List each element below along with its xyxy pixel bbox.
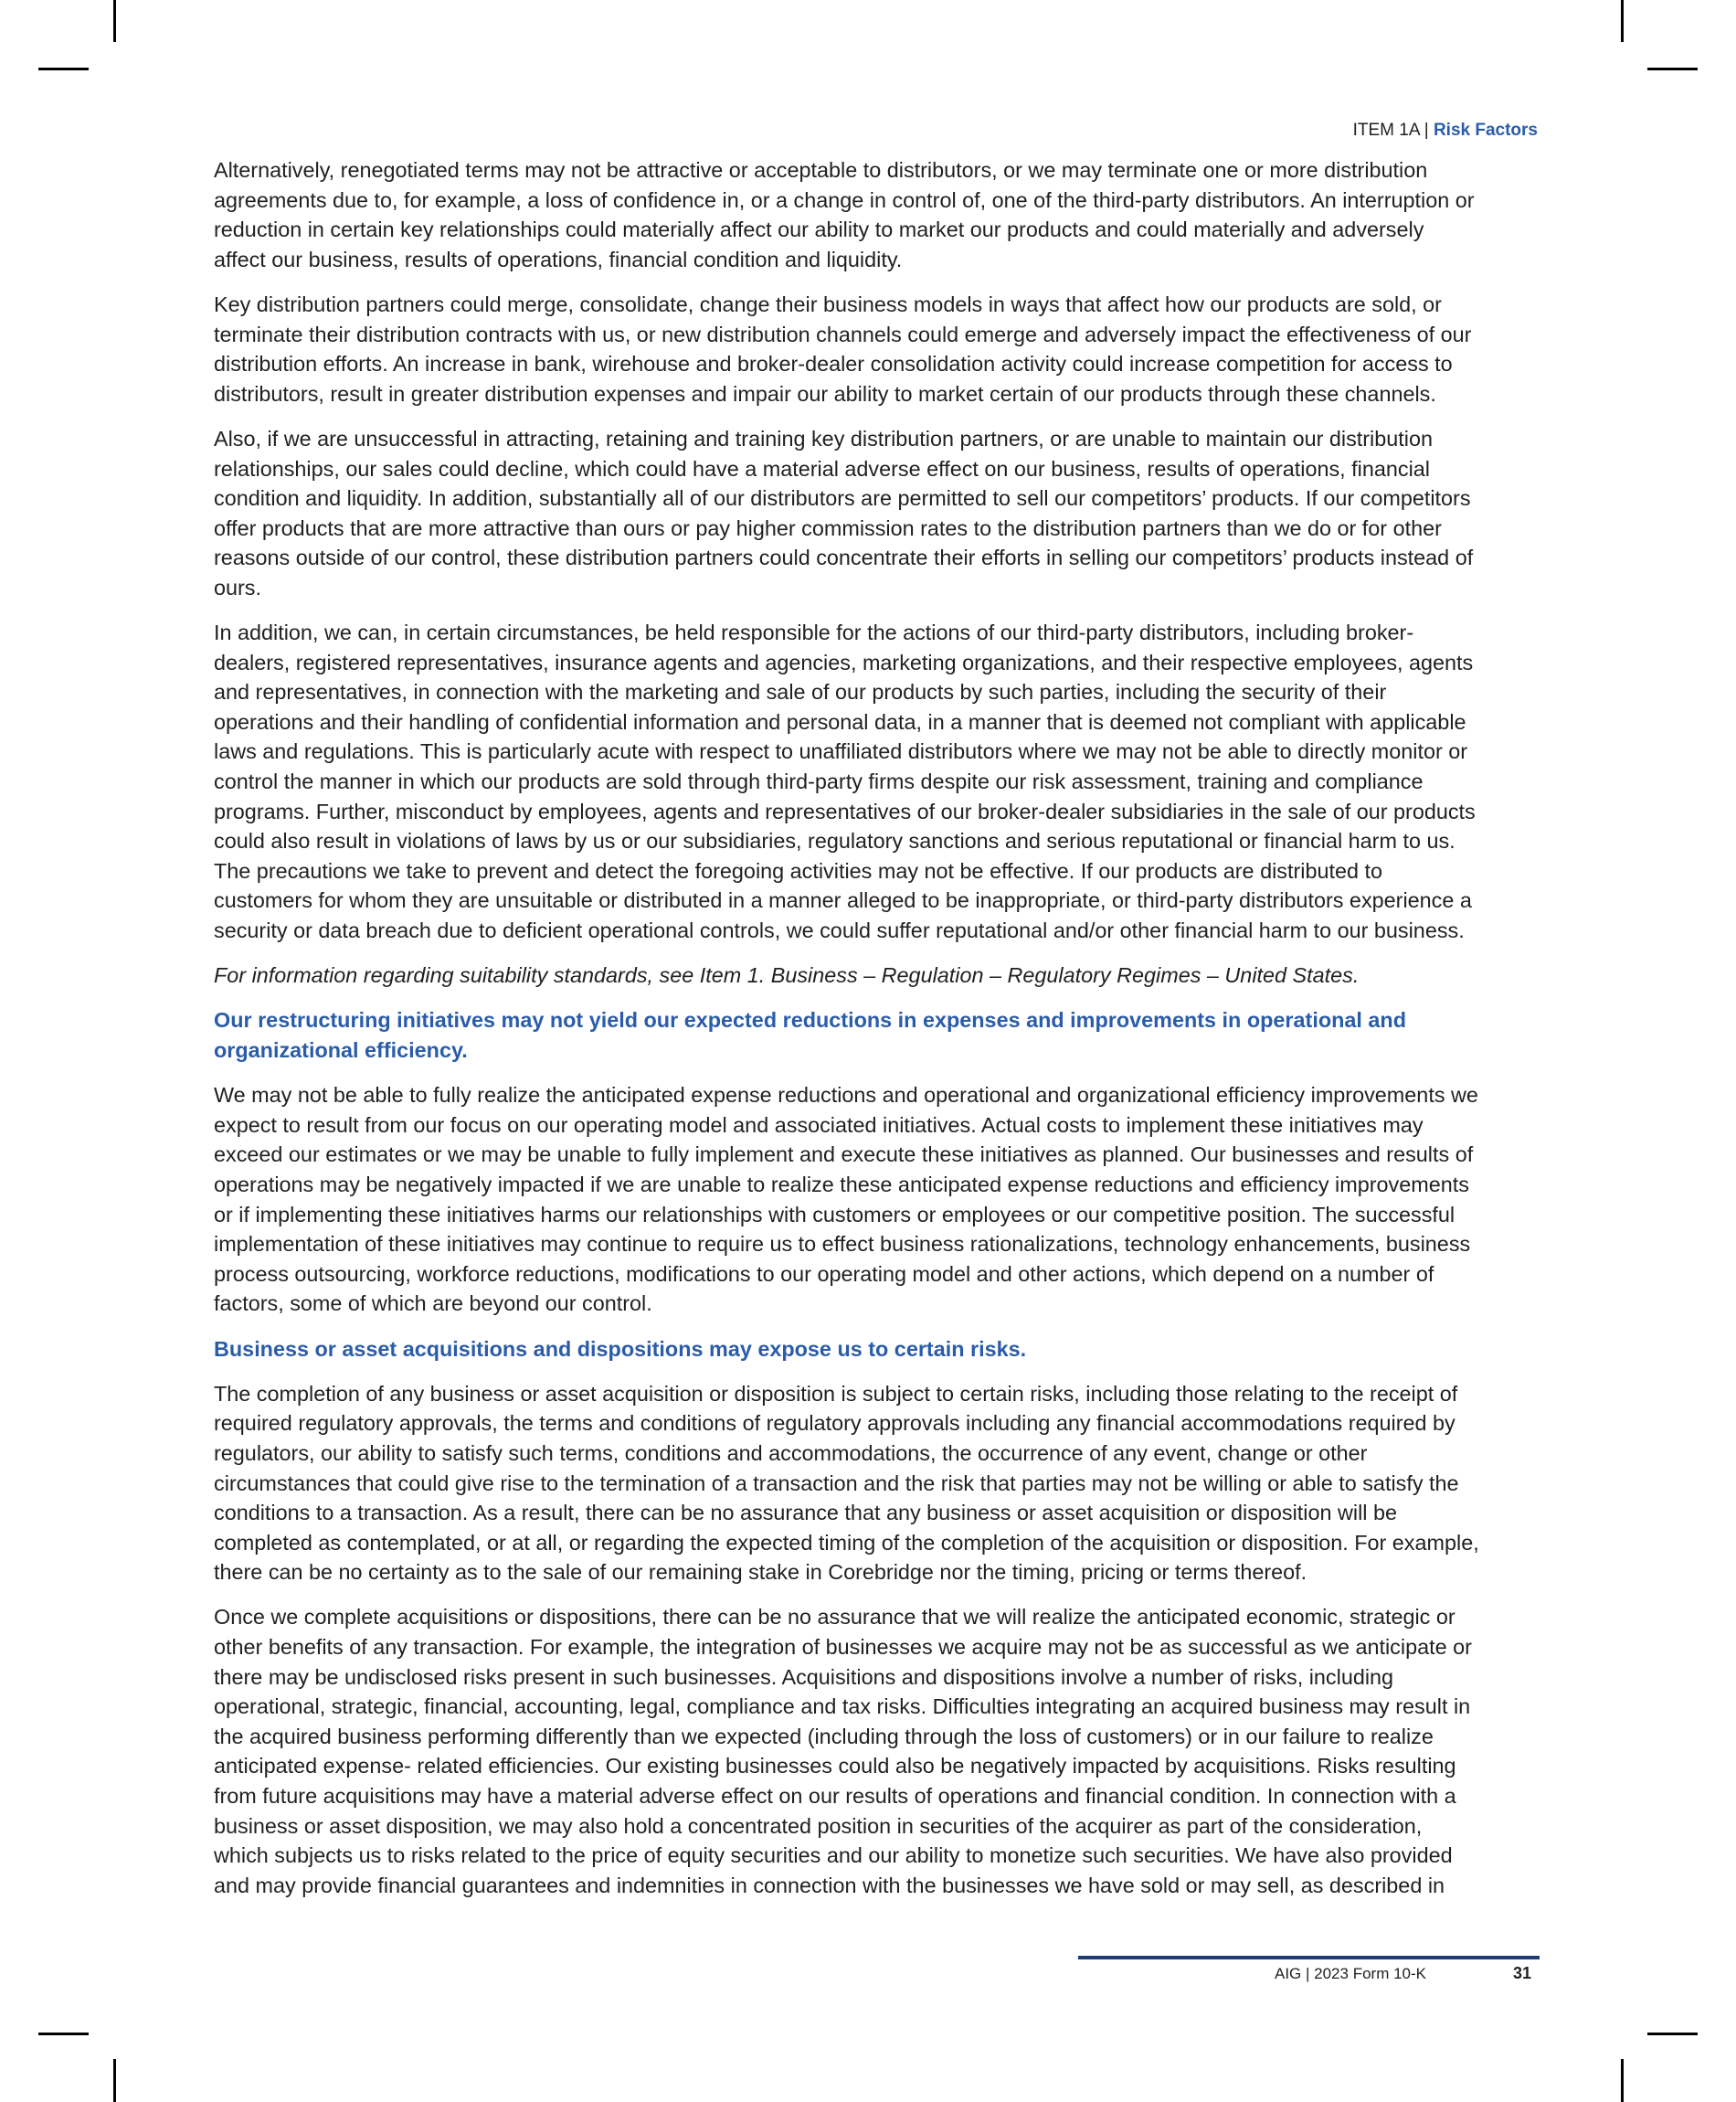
text-line: reduction in certain key relationships could materially affect our ability to market our products and could materially and adversely: [214, 218, 1424, 242]
text-line: reasons outside of our control, these distribution partners could concentrate their efforts in selling our competitors’ products instead of: [214, 546, 1474, 570]
text-line: ours.: [214, 575, 262, 600]
paragraph-distribution-relationships: [214, 424, 1548, 603]
section-title: Risk Factors: [1433, 121, 1538, 140]
footer-rule: [1078, 1956, 1540, 1959]
text-line: Key distribution partners could merge, consolidate, change their business models in ways that affect how our products are sold, or: [214, 292, 1442, 316]
text-line: The precautions we take to prevent and detect the foregoing activities may not be effective. If our products are distributed to: [214, 858, 1382, 883]
text-line: Business or asset acquisitions and dispositions may expose us to certain risks.: [214, 1336, 1027, 1361]
text-line: anticipated expense- related efficiencies. Our existing businesses could also be negatively impacted by acquisitions. Risks resulting: [214, 1754, 1456, 1778]
text-line: distribution efforts. An increase in bank, wirehouse and broker-dealer consolidation activity could increase competition for access to: [214, 352, 1453, 377]
paragraph-third-party-distributors: [214, 618, 1548, 946]
heading-acquisitions-dispositions: [214, 1334, 1548, 1364]
heading-restructuring-initiatives: [214, 1005, 1548, 1065]
paragraph-acquisition-benefits: [214, 1602, 1548, 1900]
footer-document-label: AIG | 2023 Form 10-K: [1275, 1965, 1426, 1982]
text-line: operations and their handling of confidential information and personal data, in a manner that is deemed not compliant with applicable: [214, 709, 1466, 734]
text-line: and representatives, in connection with the marketing and sale of our products by such parties, including the security of their: [214, 680, 1387, 705]
text-line: affect our business, results of operations, financial condition and liquidity.: [214, 247, 903, 271]
text-line: In addition, we can, in certain circumstances, be held responsible for the actions of our third-party distributors, including broker-: [214, 621, 1414, 645]
text-line: agreements due to, for example, a loss of confidence in, or a change in control of, one of the third-party distributors. An interruption or: [214, 187, 1475, 212]
text-line: control the manner in which our products are sold through third-party firms despite our risk assessment, training and compliance: [214, 770, 1424, 794]
text-line: laws and regulations. This is particularly acute with respect to unaffiliated distributors where we may not be able to directly monitor or: [214, 739, 1468, 764]
text-line: Alternatively, renegotiated terms may not be attractive or acceptable to distributors, or we may terminate one or more distribution: [214, 158, 1428, 182]
crop-mark-top-right-horizontal: [1647, 68, 1698, 70]
crop-mark-bottom-right-horizontal: [1647, 2033, 1698, 2035]
text-line: other benefits of any transaction. For example, the integration of businesses we acquire may not be as successful as we anticipate or: [214, 1635, 1472, 1660]
text-line: business or asset disposition, we may also hold a concentrated position in securities of the acquirer as part of the consideration,: [214, 1813, 1423, 1838]
paragraph-distribution-terms: [214, 155, 1548, 274]
text-line: operational, strategic, financial, accounting, legal, compliance and tax risks. Difficulties integrating an acquired business may result in: [214, 1694, 1471, 1719]
text-line: implementation of these initiatives may continue to require us to effect business rationalizations, technology enhancements, business: [214, 1232, 1471, 1257]
header-separator: |: [1419, 121, 1434, 140]
text-line: process outsourcing, workforce reductions, modifications to our operating model and other actions, which depend on a number of: [214, 1261, 1434, 1286]
text-line: relationships, our sales could decline, which could have a material adverse effect on our business, results of operations, financial: [214, 456, 1430, 481]
crop-mark-top-left-vertical: [113, 0, 116, 42]
paragraph-acquisition-completion: [214, 1379, 1548, 1587]
running-header: [1353, 121, 1538, 141]
suitability-reference-note: [214, 961, 1548, 991]
document-body: [214, 155, 1548, 1916]
text-line: which subjects us to risks related to the price of equity securities and our ability to monetize such securities. We have also provided: [214, 1843, 1453, 1868]
page-number: 31: [1513, 1964, 1532, 1982]
text-line: distributors, result in greater distribution expenses and impair our ability to market certain of our products through these channels.: [214, 381, 1436, 406]
text-line: Our restructuring initiatives may not yield our expected reductions in expenses and improvements in operational and: [214, 1008, 1406, 1033]
text-line: there can be no certainty as to the sale of our remaining stake in Corebridge nor the timing, pricing or terms thereof.: [214, 1560, 1307, 1585]
text-line: Once we complete acquisitions or dispositions, there can be no assurance that we will realize the anticipated economic, strategic or: [214, 1605, 1455, 1630]
text-line: from future acquisitions may have a material adverse effect on our results of operations and financial condition. In connection with a: [214, 1784, 1456, 1809]
text-line: could also result in violations of laws by us or our subsidiaries, regulatory sanctions and serious reputational or financial harm to us.: [214, 829, 1455, 854]
text-line: or if implementing these initiatives harms our relationships with customers or employees or our competitive position. The successful: [214, 1202, 1455, 1226]
text-line: operations may be negatively impacted if we are unable to realize these anticipated expense reductions and efficiency improvements: [214, 1172, 1469, 1196]
text-line: regulators, our ability to satisfy such terms, conditions and accommodations, the occurrence of any event, change or other: [214, 1440, 1368, 1465]
text-line: We may not be able to fully realize the anticipated expense reductions and operational and organizational efficiency improvements we: [214, 1083, 1478, 1108]
text-line: circumstances that could give rise to the termination of a transaction and the risk that parties may not be willing or able to satisfy the: [214, 1470, 1459, 1495]
text-line: completed as contemplated, or at all, or regarding the expected timing of the completion of the acquisition or disposition. For example,: [214, 1530, 1479, 1555]
text-line: condition and liquidity. In addition, substantially all of our distributors are permitted to sell our competitors’ products. If our competitors: [214, 486, 1471, 511]
text-line: factors, some of which are beyond our control.: [214, 1291, 652, 1316]
text-line: programs. Further, misconduct by employees, agents and representatives of our broker-dealer subsidiaries in the sale of our products: [214, 799, 1476, 823]
crop-mark-bottom-left-vertical: [113, 2059, 116, 2102]
text-line: exceed our estimates or we may be unable to fully implement and execute these initiatives as planned. Our businesses and results of: [214, 1142, 1474, 1167]
crop-mark-bottom-right-vertical: [1621, 2059, 1624, 2102]
text-line: conditions to a transaction. As a result, there can be no assurance that any business or asset acquisition or disposition will be: [214, 1501, 1398, 1525]
text-line: required regulatory approvals, the terms and conditions of regulatory approvals including any financial accommodations required by: [214, 1411, 1455, 1436]
crop-mark-bottom-left-horizontal: [38, 2033, 89, 2035]
text-line: expect to result from our focus on our operating model and associated initiatives. Actual costs to implement these initiatives may: [214, 1112, 1424, 1137]
text-line: Also, if we are unsuccessful in attracting, retaining and training key distribution partners, or are unable to maintain our distribution: [214, 426, 1433, 451]
text-line: customers for whom they are unsuitable or distributed in a manner alleged to be inappropriate, or third-party distributors experience a: [214, 888, 1472, 913]
crop-mark-top-left-horizontal: [38, 68, 89, 70]
text-line: dealers, registered representatives, insurance agents and agencies, marketing organizations, and their respective employees, agents: [214, 650, 1474, 674]
item-label: ITEM 1A: [1352, 121, 1420, 140]
text-line: there may be undisclosed risks present in such businesses. Acquisitions and dispositions involve a number of risks, including: [214, 1664, 1394, 1689]
paragraph-restructuring: [214, 1080, 1548, 1319]
text-line: terminate their distribution contracts with us, or new distribution channels could emerge and adversely impact the effectiveness of our: [214, 322, 1472, 346]
text-line: offer products that are more attractive than ours or pay higher commission rates to the distribution partners than we do or for other: [214, 515, 1442, 540]
text-line: For information regarding suitability standards, see Item 1. Business – Regulation – Regulatory Regimes – United States.: [214, 963, 1360, 988]
paragraph-distribution-partners-merge: [214, 290, 1548, 409]
crop-mark-top-right-vertical: [1621, 0, 1624, 42]
text-line: the acquired business performing differently than we expected (including through the loss of customers) or in our failure to realize: [214, 1724, 1434, 1748]
text-line: organizational efficiency.: [214, 1038, 468, 1062]
text-line: security or data breach due to deficient operational controls, we could suffer reputational and/or other financial harm to our business.: [214, 918, 1465, 943]
text-line: The completion of any business or asset acquisition or disposition is subject to certain risks, including those relating to the receipt of: [214, 1381, 1458, 1406]
text-line: and may provide financial guarantees and indemnities in connection with the businesses we have sold or may sell, as described in: [214, 1873, 1445, 1897]
